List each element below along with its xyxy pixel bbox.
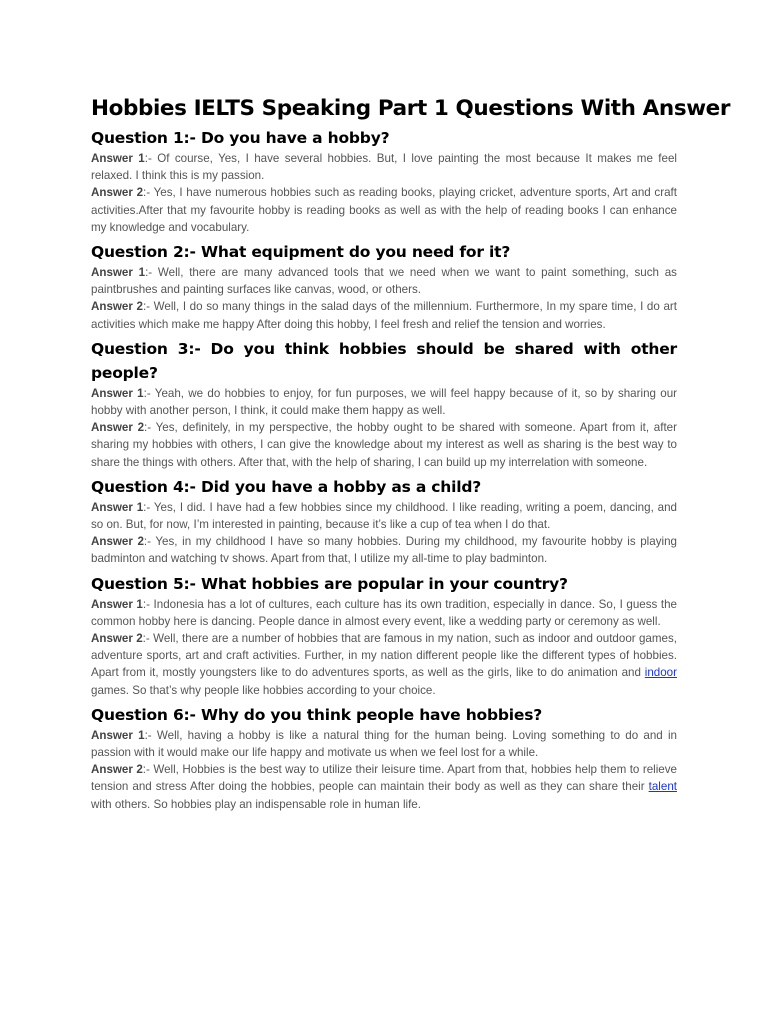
question-heading: Question 5:- What hobbies are popular in your country? xyxy=(91,574,568,593)
answer-paragraph xyxy=(91,264,677,298)
answer-text: :- Well, there are a number of hobbies that are famous in my nation, such as indoor and outdoor games, adventure sports, art and craft activities. Further, in my nation different people like the different types of hobbies. Apart from it, mostly youngsters like to do adventures sports, as well as the girls, like to do animation and xyxy=(91,632,677,680)
question-heading: Question 6:- Why do you think people have hobbies? xyxy=(91,705,543,724)
question-heading: Question 1:- Do you have a hobby? xyxy=(91,129,390,147)
answer-text: :- Well, there are many advanced tools that we need when we want to paint something, such as paintbrushes and painting surfaces like canvas, wood, or others. xyxy=(91,266,677,297)
answer-label: Answer 2 xyxy=(91,421,145,435)
answer-text: :- Yes, definitely, in my perspective, the hobby ought to be shared with someone. Apart from it, after sharing my hobbies with others, I can give the knowledge about my interest as well as sharing is the best way to share the things with others. After that, with the help of sharing, I can build up my interrelation with someone. xyxy=(91,421,677,469)
question-block-1 xyxy=(91,126,677,236)
answer-label: Answer 1 xyxy=(91,500,144,514)
answer-paragraph xyxy=(91,727,677,761)
answer-paragraph xyxy=(91,761,677,813)
question-block-2 xyxy=(91,240,677,333)
answer-label: Answer 2 xyxy=(91,535,144,549)
answer-text: :- Of course, Yes, I have several hobbies. But, I love painting the most because It makes me feel relaxed. I think this is my passion. xyxy=(91,152,677,183)
answer-text: :- Yes, I did. I have had a few hobbies since my childhood. I like reading, writing a poem, dancing, and so on. But, for now, I’m interested in painting, because it’s like a cup of tea when I do that. xyxy=(91,500,677,532)
answer-label: Answer 2 xyxy=(91,763,143,777)
answer-label: Answer 1 xyxy=(91,597,143,611)
answer-label: Answer 2 xyxy=(91,300,143,314)
answer-label: Answer 1 xyxy=(91,728,145,742)
answer-text: :- Yes, in my childhood I have so many hobbies. During my childhood, my favourite hobby is playing badminton and watching tv shows. Apart from that, I utilize my all-time to play badminton. xyxy=(91,535,677,566)
question-heading: Question 3:- Do you think hobbies should be shared with other people? xyxy=(91,339,677,382)
answer-text: games. So that’s why people like hobbies according to your choice. xyxy=(91,683,436,697)
answer-paragraph xyxy=(91,298,677,332)
answer-label: Answer 2 xyxy=(91,632,143,646)
document-title: Hobbies IELTS Speaking Part 1 Questions With Answer xyxy=(91,96,731,121)
answer-paragraph xyxy=(91,184,677,236)
answer-label: Answer 1 xyxy=(91,266,146,280)
question-block-4 xyxy=(91,475,677,568)
indoor-link[interactable]: indoor xyxy=(644,666,677,680)
answer-paragraph xyxy=(91,150,677,184)
answer-paragraph xyxy=(91,499,677,533)
answer-paragraph xyxy=(91,630,677,699)
question-block-5 xyxy=(91,572,677,699)
answer-text: with others. So hobbies play an indispensable role in human life. xyxy=(91,797,421,811)
document-page xyxy=(91,94,731,813)
answer-text: :- Yes, I have numerous hobbies such as reading books, playing cricket, adventure sports, Art and craft activities.After that my favourite hobby is reading books as well as with the help of reading books I can enhance my knowledge and vocabulary. xyxy=(91,186,677,234)
answer-text: :- Well, Hobbies is the best way to utilize their leisure time. Apart from that, hobbies help them to relieve tension and stress After doing the hobbies, people can maintain their body as well as they can share their xyxy=(91,763,677,794)
answer-text: :- Well, I do so many things in the salad days of the millennium. Furthermore, In my spare time, I do art activities which make me happy After doing this hobby, I feel fresh and relief the tension and worries. xyxy=(91,300,677,331)
question-heading: Question 4:- Did you have a hobby as a child? xyxy=(91,477,482,496)
answer-text: :- Yeah, we do hobbies to enjoy, for fun purposes, we will feel happy because of it, so by sharing our hobby with another person, I think, it could make them happy as well. xyxy=(91,386,678,418)
answer-text: :- Well, having a hobby is like a natural thing for the human being. Loving something to do and in passion with it would make our life happy and motivate us when we feel lost for a while. xyxy=(91,728,677,760)
talent-link[interactable]: talent xyxy=(648,780,677,794)
question-heading: Question 2:- What equipment do you need for it? xyxy=(91,243,511,262)
answer-text: :- Indonesia has a lot of cultures, each culture has its own tradition, especially in dance. So, I guess the common hobby here is dancing. People dance in almost every event, like a wedding party or ceremony as well. xyxy=(91,597,677,628)
answer-paragraph xyxy=(91,419,677,471)
question-block-3 xyxy=(91,337,677,471)
answer-label: Answer 1 xyxy=(91,386,144,400)
answer-label: Answer 2 xyxy=(91,186,144,200)
answer-paragraph xyxy=(91,533,677,567)
question-block-6 xyxy=(91,703,677,813)
answer-paragraph xyxy=(91,596,677,630)
answer-label: Answer 1 xyxy=(91,152,145,165)
answer-paragraph xyxy=(91,385,677,419)
